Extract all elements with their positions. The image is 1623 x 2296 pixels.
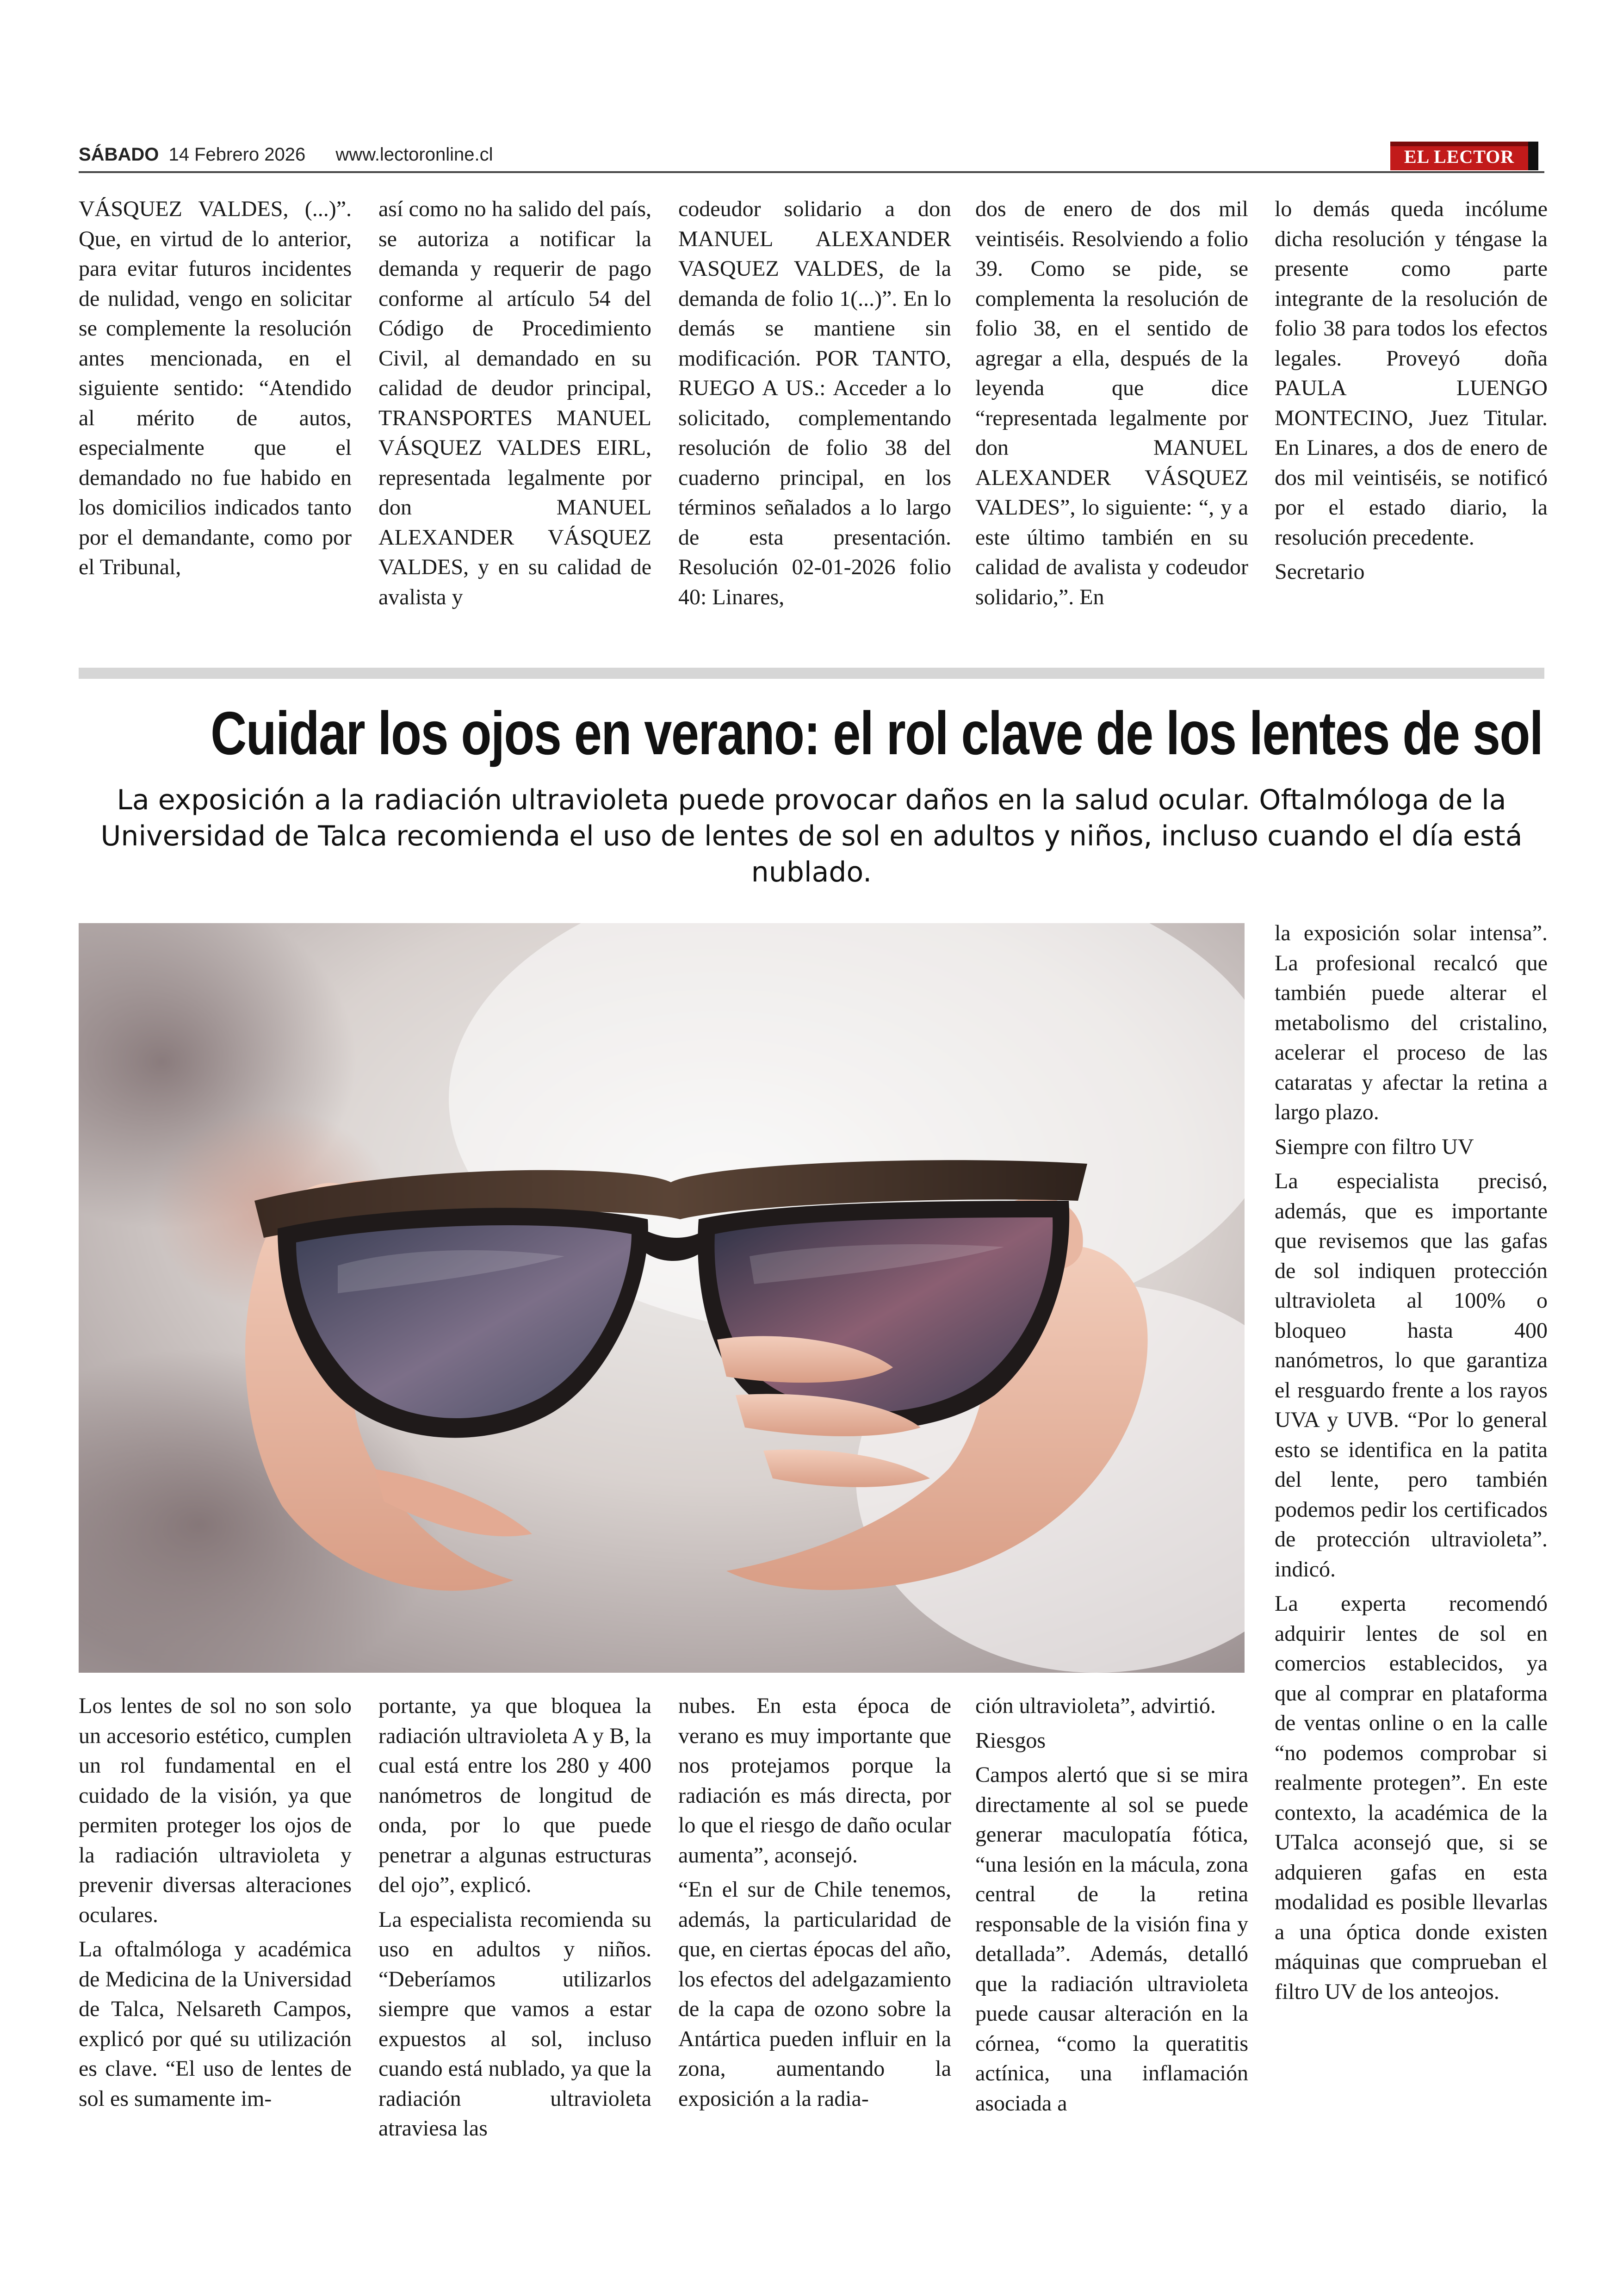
logo-text: EL LECTOR (1404, 146, 1515, 167)
legal-signature: Secretario (1275, 559, 1365, 584)
column-3-paragraph-1: nubes. En esta época de verano es muy importante que nos protejamos porque la radiación es más directa, por lo que el riesgo de daño ocular aumenta”, aconsejó. (678, 1694, 951, 1868)
article-column-1 (79, 1691, 352, 2154)
column-4-paragraph-2: Campos alertó que si se mira directamente al sol se puede generar maculopatía fótica, “una lesión en la mácula, zona central de la retina responsable de la visión fina y detallada”. Además, detalló que la radiación ultravioleta puede causar alteración en la córnea, “como la queratitis actínica, una inflamación asociada a (975, 1762, 1248, 2116)
header-website[interactable]: www.lectoronline.cl (335, 144, 493, 165)
subhead-risks: Riesgos (975, 1728, 1046, 1753)
column-1-paragraph-2: La oftalmóloga y académica de Medicina de la Universidad de Talca, Nelsareth Campos, explicó por qué su utilización es clave. “El uso de lentes de sol es sumamente im- (79, 1937, 352, 2111)
el-lector-logo (1390, 142, 1538, 170)
article-column-4 (975, 1691, 1248, 2154)
page-header (79, 144, 726, 165)
legal-column-1-text: VÁSQUEZ VALDES, (...)”. Que, en virtud de lo anterior, para evitar futuros incidentes de nulidad, vengo en solicitar se complemente la resolución antes mencionada, en el siguiente sentido: “Atendido al mérito de autos, especialmente que el demandado no fue habido en los domicilios indicados tanto por el demandante, como por el Tribunal, (79, 197, 352, 579)
article-headline: Cuidar los ojos en verano: el rol clave de los lentes de sol (211, 699, 1543, 767)
section-separator (79, 668, 1544, 679)
sunglasses-photo (79, 923, 1245, 1673)
legal-column-2-text: así como no ha salido del país, se autoriza a notificar la demanda y requerir de pago conforme al artículo 54 del Código de Procedimiento Civil, al demandado en su calidad de deudor principal, TRANSPORTES MANUEL VÁSQUEZ VALDES EIRL, representada legalmente por don MANUEL ALEXANDER VÁSQUEZ VALDES, y en su calidad de avalista y (378, 197, 651, 609)
article-column-3 (678, 1691, 951, 2154)
article-right-column (1275, 918, 1548, 2145)
sunglasses-illustration (79, 923, 1245, 1673)
legal-column-2 (378, 194, 651, 662)
header-day: SÁBADO (79, 144, 159, 165)
logo-top-bar (1390, 142, 1528, 146)
legal-column-5-text: lo demás queda incólume dicha resolución y téngase la presente como parte integrante de la resolución de folio 38 para todos los efectos legales. Proveyó doña PAULA LUENGO MONTECINO, Juez Titular. En Linares, a dos de enero de dos mil veintiséis, se notificó por el estado diario, la resolución precedente. (1275, 197, 1548, 550)
legal-column-4 (975, 194, 1248, 662)
legal-column-4-text: dos de enero de dos mil veintiséis. Resolviendo a folio 39. Como se pide, se complementa la resolución de folio 38, en el sentido de agregar a ella, después de la leyenda que dice “representada legalmente por don MANUEL ALEXANDER VÁSQUEZ VALDES”, lo siguiente: “, y a este último también en su calidad de avalista y codeudor solidario,”. En (975, 197, 1248, 609)
legal-column-1 (79, 194, 352, 662)
column-4-paragraph-1: ción ultravioleta”, advirtió. (975, 1694, 1216, 1718)
subhead-uv-filter: Siempre con filtro UV (1275, 1134, 1474, 1159)
header-date: 14 Febrero 2026 (168, 144, 306, 165)
column-1-paragraph-1: Los lentes de sol no son solo un accesorio estético, cumplen un rol fundamental en el cuidado de la visión, ya que permiten proteger los ojos de la radiación ultravioleta y prevenir diversas alteraciones oculares. (79, 1694, 352, 1927)
column-2-paragraph-2: La especialista recomienda su uso en adultos y niños. “Deberíamos utilizarlos siempre que vamos a estar expuestos al sol, incluso cuando está nublado, ya que la radiación ultravioleta atraviesa las (378, 1907, 651, 2141)
article-deck: La exposición a la radiación ultravioleta puede provocar daños en la salud ocular. Oftalmóloga de la Universidad de Talca recomienda el uso de lentes de sol en adultos y niños, incluso cuando el día está nublado. (100, 784, 1523, 888)
header-rule (79, 171, 1544, 173)
legal-column-3-text: codeudor solidario a don MANUEL ALEXANDER VASQUEZ VALDES, de la demanda de folio 1(...)”. En lo demás se mantiene sin modificación. POR TANTO, RUEGO A US.: Acceder a lo solicitado, complementando resolución de folio 38 del cuaderno principal, en los términos señalados a lo largo de esta presentación. Resolución 02-01-2026 folio 40: Linares, (678, 197, 951, 609)
column-2-paragraph-1: portante, ya que bloquea la radiación ultravioleta A y B, la cual está entre los 280 y 400 nanómetros de longitud de onda, por lo que puede penetrar a algunas estructuras del ojo”, explicó. (378, 1694, 651, 1897)
article-column-2 (378, 1691, 651, 2154)
legal-column-5 (1275, 194, 1548, 662)
right-column-paragraph-1: la exposición solar intensa”. La profesional recalcó que también puede alterar el metabolismo del cristalino, acelerar el proceso de las cataratas y afectar la retina a largo plazo. (1275, 921, 1548, 1124)
column-3-paragraph-2: “En el sur de Chile tenemos, además, la particularidad de que, en ciertas épocas del año, los efectos del adelgazamiento de la capa de ozono sobre la Antártica pueden influir en la zona, aumentando la exposición a la radia- (678, 1877, 951, 2111)
legal-column-3 (678, 194, 951, 662)
right-column-paragraph-3: La experta recomendó adquirir lentes de sol en comercios establecidos, ya que al comprar en plataforma de ventas online o en la calle “no podemos comprobar si realmente protegen”. En este contexto, la académica de la UTalca aconsejó que, si se adquieren gafas en esta modalidad es posible llevarlas a una óptica donde existen máquinas que comprueban el filtro UV de los anteojos. (1275, 1591, 1548, 2004)
right-column-paragraph-2: La especialista precisó, además, que es importante que revisemos que las gafas de sol indiquen protección ultravioleta al 100% o bloqueo hasta 400 nanómetros, lo que garantiza el resguardo frente a los rayos UVA y UVB. “Por lo general esto se identifica en la patita del lente, pero también podemos pedir los certificados de protección ultravioleta”. indicó. (1275, 1169, 1548, 1582)
